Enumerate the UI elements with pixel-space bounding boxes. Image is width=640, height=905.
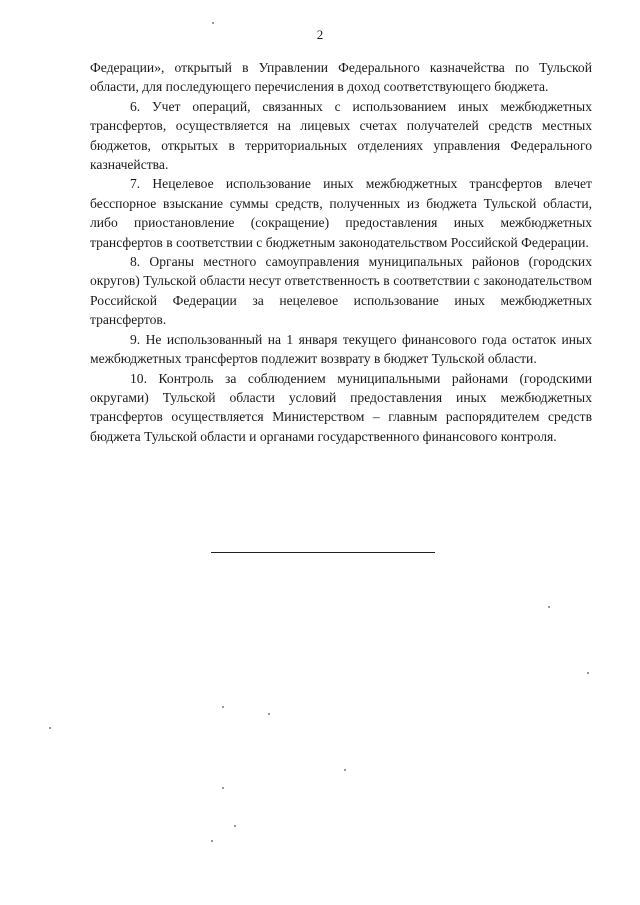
paragraph-8: 8. Органы местного самоуправления муниципальных районов (городских округов) Тульской области несут ответственность в соответствии с законодательством Российской Федерации за нецелевое использование иных межбюджетных трансфертов. [90,254,592,328]
document-body [90,58,592,446]
scan-speck [234,825,236,827]
paragraph-9: 9. Не использованный на 1 января текущего финансового года остаток иных межбюджетных трансфертов подлежит возврату в бюджет Тульской области. [90,331,592,367]
scan-speck [587,672,589,674]
scan-speck [548,606,550,608]
scan-speck [222,706,224,708]
paragraph-continuation: Федерации», открытый в Управлении Федерального казначейства по Тульской области, для последующего перечисления в доход соответствующего бюджета. [90,60,592,95]
scan-speck [344,769,346,771]
paragraph-6: 6. Учет операций, связанных с использованием иных межбюджетных трансфертов, осуществляется на лицевых счетах получателей средств местных бюджетов, открытых в территориальных отделениях управления Федерального казначейства. [90,98,592,173]
paragraph-7: 7. Нецелевое использование иных межбюджетных трансфертов влечет бесспорное взыскание суммы средств, полученных из бюджета Тульской области, либо приостановление (сокращение) предоставления иных межбюджетных трансфертов в соответствии с бюджетным законодательством Российской Федерации. [90,176,592,250]
scan-speck [268,713,270,715]
scan-speck [49,727,51,729]
scan-speck [222,787,224,789]
scan-speck [211,840,213,842]
page-number: 2 [316,27,324,42]
scan-speck [212,22,214,24]
closing-rule [211,552,435,553]
paragraph-10: 10. Контроль за соблюдением муниципальными районами (городскими округами) Тульской области условий предоставления иных межбюджетных трансфертов осуществляется Министерством – главным распорядителем средств бюджета Тульской области и органами государственного финансового контроля. [90,370,592,444]
